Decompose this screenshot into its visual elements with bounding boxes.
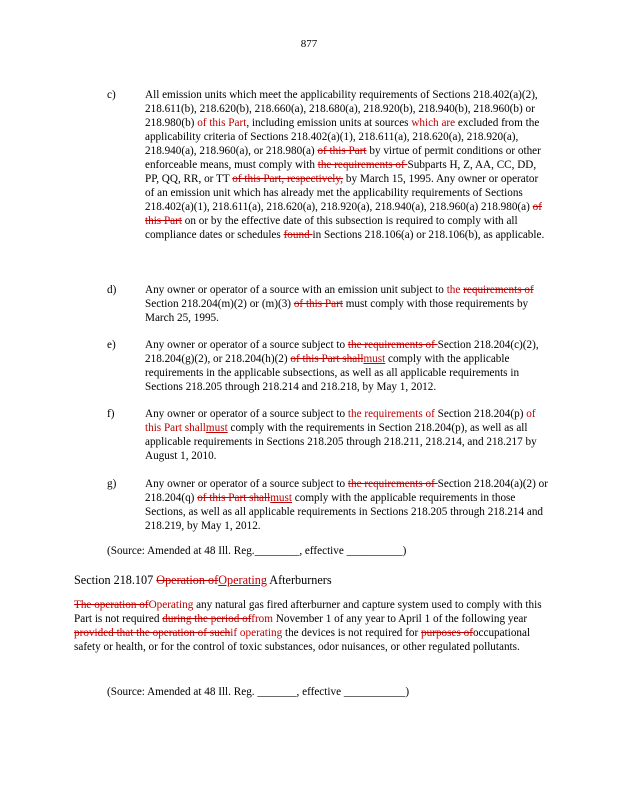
text-run: any natural gas fired afterburner and capture system used to comply with this Part is not required	[74, 599, 542, 625]
text-run: November 1 of any year to April 1 of the following year	[272, 613, 528, 625]
text-run: the devices is not required for	[282, 627, 422, 639]
page-number: 877	[300, 38, 318, 50]
deleted-text: of this Part	[317, 145, 367, 157]
text-run: Section 218.204(c)(2), 218.204(g)(2), or 218.204(h)(2)	[145, 339, 539, 365]
text-run: Section 218.204(m)(2) or (m)(3)	[145, 298, 294, 310]
text-run: by March 15, 1995. Any owner or operator of an emission unit which has already met the applicability requirements of Sections 218.402(a)(1), 218.611(a), 218.620(a), 218.920(a), 218.940(a), 218.960(a) 218.980(a)	[145, 173, 539, 213]
text-run: Any owner or operator of a source subject to	[145, 339, 348, 351]
deleted-text: provided that the operation of such	[74, 627, 231, 639]
inserted-text: Operating	[218, 573, 267, 587]
text-run: Any owner or operator of a source subject to	[145, 478, 348, 490]
text-run: by virtue of permit conditions or other enforceable means, must comply with	[145, 145, 541, 171]
source-note: (Source: Amended at 48 Ill. Reg.________, effective __________)	[107, 545, 407, 557]
inserted-text: of this Part shall	[145, 408, 536, 434]
deleted-text: The operation of	[74, 599, 149, 611]
deleted-text: the requirements of	[347, 478, 438, 490]
text-run: in Sections 218.106(a) or 218.106(b), as applicable.	[312, 229, 545, 241]
item-text	[145, 477, 550, 533]
text-run: excluded from the applicability criteria of Sections 218.402(a)(1), 218.611(a), 218.620(a), 218.920(a), 218.940(a), 218.960(a), or 218.980(a)	[145, 117, 540, 157]
inserted-text: of this Part	[197, 117, 247, 129]
item-label: f)	[107, 408, 115, 420]
inserted-text: if operating	[230, 627, 283, 639]
inserted-text: must	[270, 492, 292, 504]
text-run: must comply with those requirements by March 25, 1995.	[145, 298, 529, 324]
deleted-text: of this Part	[293, 298, 343, 310]
text-run: Section 218.204(p)	[434, 408, 527, 420]
inserted-text: must	[363, 353, 386, 365]
text-run: comply with the requirements in Section 218.204(p), as well as all applicable requirements in Sections 218.205 through 218.211, 218.214, and 218.217 by August 1, 2010.	[145, 422, 537, 462]
inserted-text: which are	[411, 117, 456, 129]
item-label: g)	[107, 478, 117, 490]
inserted-text: the	[446, 284, 461, 296]
text-run: Subparts H, Z, AA, CC, DD, PP, QQ, RR, or TT	[145, 159, 537, 185]
deleted-text: of this Part, respectively,	[232, 173, 344, 185]
section-paragraph	[74, 598, 544, 654]
deleted-text: purposes of	[421, 627, 473, 639]
text-run: occupational safety or health, or for the control of toxic substances, odor nuisances, or other regulated pollutants.	[74, 627, 531, 653]
text-run: Afterburners	[266, 573, 332, 587]
item-text	[145, 338, 550, 394]
deleted-text: found	[283, 229, 313, 241]
deleted-text: of this Part shall	[197, 492, 271, 504]
text-run: Any owner or operator of a source subject to	[145, 408, 348, 420]
deleted-text: of this Part shall	[290, 353, 364, 365]
deleted-text: during the period of	[162, 613, 252, 625]
inserted-text: Operating	[148, 599, 194, 611]
text-run: comply with the applicable requirements in the applicable subsections, as well as all applicable requirements in Sections 218.205 through 218.214 and 218.218, by May 1, 2012.	[145, 353, 520, 393]
text-run: comply with the applicable requirements in those Sections, as well as all applicable requirements in Sections 218.205 through 218.214 and 218.219, by May 1, 2012.	[145, 492, 544, 532]
inserted-text: the requirements of	[347, 408, 435, 420]
inserted-text: from	[251, 613, 273, 625]
deleted-text: the requirements of	[317, 159, 408, 171]
section-heading	[74, 573, 554, 588]
deleted-text: the requirements of	[347, 339, 438, 351]
inserted-text: must	[205, 422, 228, 434]
item-label: e)	[107, 339, 116, 351]
text-run: Section 218.204(a)(2) or 218.204(q)	[145, 478, 548, 504]
deleted-text: of this Part	[145, 201, 542, 227]
source-note: (Source: Amended at 48 Ill. Reg. _______, effective ___________)	[107, 686, 410, 698]
deleted-text: requirements of	[463, 284, 534, 296]
text-run: , including emission units at sources	[246, 117, 412, 129]
text-run: on or by the effective date of this subsection is required to comply with all compliance dates or schedules	[145, 215, 518, 241]
item-text	[145, 407, 550, 463]
text-run: Any owner or operator of a source with an emission unit subject to	[145, 284, 447, 296]
item-label: d)	[107, 284, 117, 296]
text-run: Section 218.107	[74, 573, 157, 587]
item-text	[145, 88, 550, 242]
deleted-text: Operation of	[156, 573, 219, 587]
text-run: All emission units which meet the applicability requirements of Sections 218.402(a)(2), 218.611(b), 218.620(b), 218.660(a), 218.680(a), 218.920(b), 218.940(b), 218.960(b) or 218.980(b)	[145, 89, 538, 129]
item-label: c)	[107, 89, 116, 101]
item-text	[145, 283, 550, 325]
